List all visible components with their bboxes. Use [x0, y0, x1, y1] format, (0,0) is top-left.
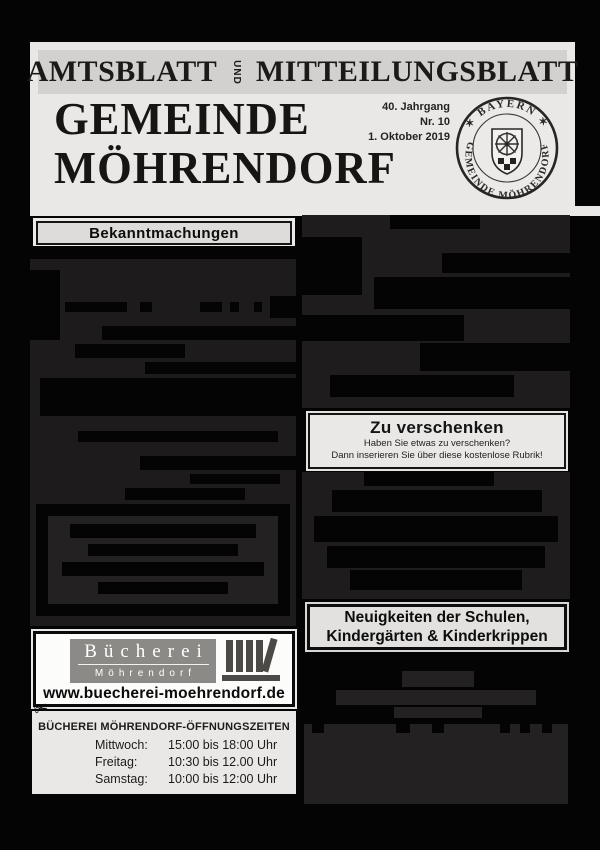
- redaction-bar: [314, 516, 558, 542]
- redacted-text-block-right-middle: [302, 472, 570, 599]
- redaction-bar: [65, 302, 127, 312]
- redaction-bar: [336, 690, 536, 705]
- redaction-bar: [230, 302, 239, 312]
- redaction-bar: [442, 253, 570, 273]
- municipal-seal-icon: [454, 95, 560, 201]
- redaction-bar: [364, 472, 494, 486]
- redacted-text-block-right-bottom: [304, 724, 568, 804]
- scissors-icon: ✂: [31, 697, 51, 721]
- municipal-seal: [454, 95, 560, 201]
- redaction-bar: [40, 378, 296, 416]
- time-value: 15:00 bis 18:00 Uhr: [168, 738, 278, 752]
- redaction-bar: [332, 490, 542, 512]
- redaction-notch: [520, 724, 530, 733]
- opening-hours-row: [32, 754, 296, 771]
- zu-verschenken-title: Zu verschenken: [370, 418, 504, 437]
- opening-hours-row: [32, 771, 296, 788]
- redaction-notch: [396, 724, 410, 733]
- redaction-notch: [500, 724, 510, 733]
- zu-verschenken-line1: Haben Sie etwas zu verschenken?: [363, 438, 511, 449]
- redaction-bar: [30, 270, 60, 340]
- redaction-notch: [542, 724, 552, 733]
- redaction-bar: [98, 582, 228, 594]
- coat-of-arms-icon: [492, 129, 522, 174]
- opening-hours-title: BÜCHEREI MÖHRENDORF-ÖFFNUNGSZEITEN: [38, 721, 290, 733]
- redaction-bar: [327, 546, 545, 568]
- day-label: Mittwoch:: [95, 738, 148, 752]
- redaction-bar: [102, 326, 296, 340]
- buecherei-name: Bücherei: [84, 641, 209, 662]
- redaction-bar: [254, 302, 262, 312]
- redaction-bar: [190, 474, 280, 484]
- section-box-zu-verschenken: [308, 413, 566, 469]
- redaction-bar: [200, 302, 222, 312]
- redaction-bar: [70, 524, 256, 538]
- redaction-notch: [312, 724, 324, 733]
- redaction-bar: [302, 315, 464, 341]
- opening-hours-box: [31, 697, 296, 794]
- redaction-bar: [330, 375, 514, 397]
- neuigkeiten-line1: Neuigkeiten der Schulen,: [344, 609, 530, 626]
- day-label: Freitag:: [95, 755, 138, 769]
- issue-number: Nr. 10: [420, 116, 450, 128]
- issue-volume: 40. Jahrgang: [382, 101, 450, 113]
- redaction-bar: [420, 343, 570, 371]
- redaction-bar: [78, 431, 278, 442]
- opening-hours-table: [32, 737, 296, 788]
- section-header-neuigkeiten: [307, 604, 567, 650]
- municipality-title-line2: MÖHRENDORF: [54, 142, 396, 193]
- redaction-bar: [140, 302, 152, 312]
- redaction-bar: [145, 362, 296, 374]
- buecherei-logo-box: [33, 631, 295, 707]
- redaction-notch: [432, 724, 444, 733]
- municipality-title-line1: GEMEINDE: [54, 93, 310, 144]
- time-value: 10:00 bis 12:00 Uhr: [168, 772, 278, 786]
- bekanntmachungen-title: Bekanntmachungen: [89, 224, 239, 242]
- redaction-bar: [30, 246, 296, 259]
- buecherei-url: www.buecherei-moehrendorf.de: [43, 685, 285, 702]
- redaction-bar: [125, 488, 245, 500]
- opening-hours-row: [32, 737, 296, 754]
- day-label: Samstag:: [95, 772, 148, 786]
- redacted-text-block-right-top: [302, 215, 570, 408]
- banner-title-right: MITTEILUNGSBLATT: [255, 55, 579, 88]
- issue-info: [325, 100, 450, 145]
- neuigkeiten-line2: Kindergärten & Kinderkrippen: [326, 628, 548, 645]
- seal-top-text: ✶ BAYERN ✶: [462, 97, 552, 131]
- redaction-inner-panel: [48, 516, 278, 604]
- banner-title-left: AMTSBLATT: [26, 55, 218, 88]
- redaction-bar: [402, 671, 474, 687]
- time-value: 10:30 bis 12.00 Uhr: [168, 755, 278, 769]
- banner-title: [26, 50, 579, 94]
- redaction-bar: [75, 344, 185, 358]
- seal-ring-text: GEMEINDE MÖHRENDORF: [462, 140, 552, 201]
- books-icon: [222, 638, 284, 684]
- banner-title-und: UND: [231, 59, 243, 85]
- redaction-bar: [374, 277, 570, 309]
- zu-verschenken-line2: Dann inserieren Sie über diese kostenlose Rubrik!: [331, 450, 543, 461]
- redaction-bar: [270, 296, 296, 318]
- redaction-bar: [394, 707, 482, 718]
- redaction-bar: [302, 237, 362, 295]
- redaction-bar: [350, 570, 522, 590]
- newsletter-header: [26, 42, 579, 206]
- redacted-text-block-left: [30, 246, 296, 626]
- redaction-bar: [62, 562, 264, 576]
- redaction-bar: [390, 215, 480, 229]
- buecherei-town: Möhrendorf: [78, 664, 209, 680]
- issue-date: 1. Oktober 2019: [368, 131, 450, 143]
- redaction-bar: [140, 456, 296, 470]
- redaction-bar: [88, 544, 238, 556]
- buecherei-logo: [70, 639, 216, 683]
- section-header-bekanntmachungen: [36, 221, 292, 245]
